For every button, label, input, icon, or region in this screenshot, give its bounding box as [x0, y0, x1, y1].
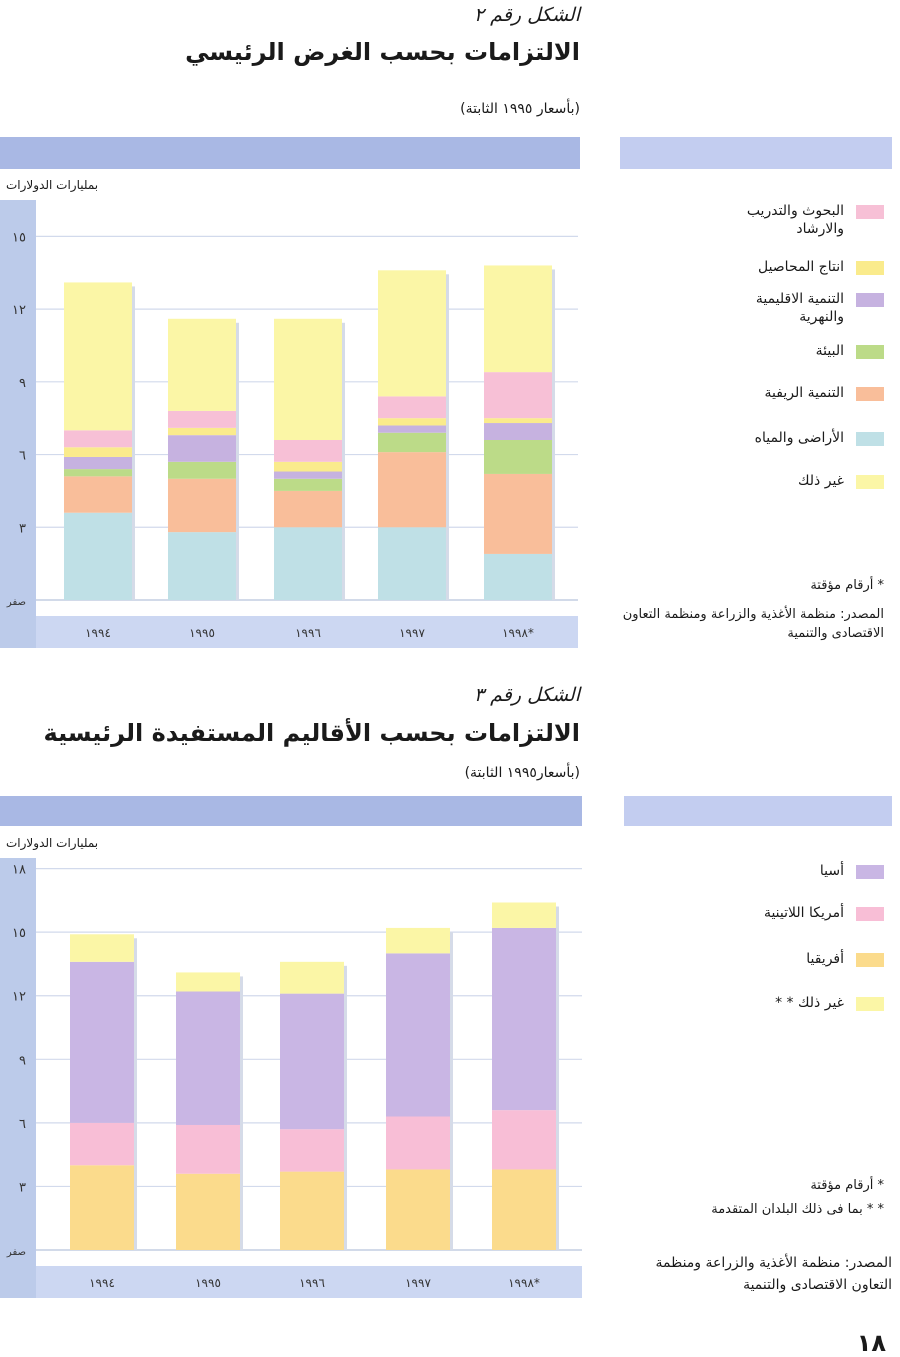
x-tick-label: ١٩٩٦ — [299, 1276, 325, 1290]
bar-segment — [386, 953, 450, 1116]
bar-segment — [64, 430, 132, 447]
bar-shadow — [344, 966, 347, 1250]
x-tick-label: ١٩٩٥ — [189, 626, 215, 640]
bar-segment — [378, 433, 446, 452]
legend-swatch-regional — [856, 293, 884, 307]
bar-segment — [280, 994, 344, 1130]
bar-segment — [484, 372, 552, 418]
figure3-title: الالتزامات بحسب الأقاليم المستفيدة الرئيسية — [43, 719, 580, 747]
bar-segment — [168, 319, 236, 411]
bar-segment — [386, 1117, 450, 1170]
legend-swatch-rural — [856, 387, 884, 401]
bar-shadow — [446, 274, 449, 600]
legend-swatch-asia — [856, 865, 884, 879]
figure2-note-provisional: * أرقام مؤقتة — [810, 578, 884, 593]
bar-segment — [386, 928, 450, 953]
bar-segment — [168, 435, 236, 462]
figure3-header-band — [0, 796, 582, 826]
bar-segment — [176, 991, 240, 1124]
bar-segment — [280, 962, 344, 994]
legend-item-asia — [820, 862, 884, 880]
figure3-subtitle: (بأسعار١٩٩٥ الثابتة) — [464, 765, 580, 781]
bar-segment — [492, 1169, 556, 1250]
legend-label-other: غير ذلك — [797, 473, 844, 489]
bar-segment — [484, 418, 552, 423]
y-tick-label: ١٨ — [12, 862, 26, 878]
legend-swatch-crops — [856, 261, 884, 275]
bar-segment — [274, 527, 342, 600]
bar-segment — [484, 554, 552, 600]
bar-segment — [176, 1125, 240, 1174]
y-tick-label: ٦ — [19, 1116, 26, 1132]
x-tick-label: ١٩٩٧ — [405, 1276, 431, 1290]
bar-segment — [168, 532, 236, 600]
legend-item-latin-america — [764, 904, 884, 922]
bar-segment — [168, 411, 236, 428]
bar-segment — [274, 440, 342, 462]
bar-segment — [274, 472, 342, 479]
x-tick-label: ١٩٩٨* — [502, 626, 534, 640]
figure2-subtitle: (بأسعار ١٩٩٥ الثابتة) — [460, 101, 580, 117]
x-tick-label: ١٩٩٨* — [508, 1276, 540, 1290]
legend-swatch-environment — [856, 345, 884, 359]
figure3-number: الشكل رقم ٣ — [473, 684, 580, 706]
bar-segment — [378, 418, 446, 425]
bar-segment — [64, 282, 132, 430]
legend-item-africa — [806, 950, 884, 968]
bar-segment — [176, 1174, 240, 1250]
bar-segment — [70, 1165, 134, 1250]
figure3-yaxis-band — [0, 858, 36, 1298]
bar-segment — [378, 452, 446, 527]
figure2-number: الشكل رقم ٢ — [473, 4, 580, 26]
bar-segment — [176, 972, 240, 991]
page-number: ١٨ — [856, 1329, 886, 1357]
bar-segment — [64, 469, 132, 476]
y-tick-label: ١٥ — [12, 926, 26, 942]
x-tick-label: ١٩٩٤ — [85, 626, 111, 640]
bar-segment — [168, 462, 236, 479]
figure3-note-provisional: * أرقام مؤقتة — [810, 1178, 884, 1193]
y-tick-label: ٦ — [19, 448, 26, 464]
bar-segment — [484, 440, 552, 474]
y-tick-label: ١٢ — [12, 989, 26, 1005]
bar-segment — [70, 934, 134, 962]
bar-segment — [378, 270, 446, 396]
x-tick-label: ١٩٩٤ — [89, 1276, 115, 1290]
figure2-header-band — [0, 137, 580, 169]
legend-label-land-water: الأراضى والمياه — [754, 430, 844, 446]
y-tick-label: ٣ — [19, 1180, 26, 1196]
figure2-yaxis-band — [0, 200, 36, 648]
legend-label-asia: أسيا — [819, 863, 844, 879]
legend-item-regional — [714, 290, 884, 326]
bar-segment — [484, 474, 552, 554]
legend-swatch-land-water — [856, 432, 884, 446]
bar-segment — [168, 428, 236, 435]
bar-segment — [274, 491, 342, 527]
bar-segment — [378, 527, 446, 600]
bar-shadow — [342, 323, 345, 600]
y-tick-label: ٣ — [19, 521, 26, 537]
bar-segment — [70, 962, 134, 1123]
figure2-legend — [600, 190, 892, 510]
bar-segment — [274, 319, 342, 440]
legend-label-regional: التنمية الاقليمية والنهرية — [755, 291, 844, 325]
legend-label-africa: أفريقيا — [806, 951, 844, 967]
x-tick-label: ١٩٩٥ — [195, 1276, 221, 1290]
bar-segment — [64, 513, 132, 600]
figure2-chart — [0, 196, 590, 656]
figure3-legend-band — [624, 796, 892, 826]
legend-item-other — [798, 472, 884, 490]
figure2-legend-band — [620, 137, 892, 169]
bar-segment — [484, 265, 552, 372]
legend-item-environment — [816, 342, 884, 360]
bar-segment — [64, 447, 132, 457]
bar-shadow — [134, 938, 137, 1250]
legend-label-research: البحوث والتدريب والارشاد — [746, 203, 844, 237]
bar-segment — [274, 479, 342, 491]
legend-item-other-regions — [775, 994, 884, 1012]
bar-segment — [492, 1110, 556, 1169]
x-tick-label: ١٩٩٦ — [295, 626, 321, 640]
bar-segment — [280, 1129, 344, 1171]
legend-swatch-latin-america — [856, 907, 884, 921]
bar-segment — [492, 902, 556, 927]
legend-item-rural — [765, 384, 884, 402]
y-tick-label: ٩ — [19, 375, 26, 391]
legend-swatch-research — [856, 205, 884, 219]
x-tick-label: ١٩٩٧ — [399, 626, 425, 640]
y-tick-label: صفر — [6, 597, 26, 608]
y-tick-label: صفر — [6, 1247, 26, 1258]
bar-shadow — [556, 906, 559, 1250]
bar-segment — [64, 476, 132, 512]
legend-label-other-regions: غير ذلك * * — [775, 995, 844, 1011]
legend-item-land-water — [755, 429, 884, 447]
figure3-source: المصدر: منظمة الأغذية والزراعة ومنظمة التعاون الاقتصادى والتنمية — [655, 1255, 892, 1293]
legend-swatch-africa — [856, 953, 884, 967]
legend-label-latin-america: أمريكا اللاتينية — [763, 905, 844, 921]
bar-segment — [378, 425, 446, 432]
bar-segment — [378, 396, 446, 418]
figure3-note-other: * * بما فى ذلك البلدان المتقدمة — [711, 1202, 884, 1217]
figure3-chart — [0, 854, 590, 1304]
bar-segment — [386, 1169, 450, 1250]
legend-item-crops — [758, 258, 884, 276]
bar-segment — [274, 462, 342, 472]
bar-shadow — [236, 323, 239, 600]
figure3-legend — [600, 850, 892, 1020]
bar-shadow — [450, 932, 453, 1250]
bar-shadow — [240, 976, 243, 1250]
legend-swatch-other-regions — [856, 997, 884, 1011]
legend-item-research — [714, 202, 884, 238]
figure2-source: المصدر: منظمة الأغذية والزراعة ومنظمة التعاون الاقتصادى والتنمية — [622, 607, 884, 641]
figure3-unit-label: بمليارات الدولارات — [6, 836, 99, 850]
legend-label-environment: البيئة — [815, 343, 844, 359]
bar-shadow — [132, 286, 135, 600]
y-tick-label: ١٥ — [12, 230, 26, 246]
bar-segment — [484, 423, 552, 440]
y-tick-label: ٩ — [19, 1053, 26, 1069]
legend-label-rural: التنمية الريفية — [764, 385, 844, 401]
bar-segment — [168, 479, 236, 532]
bar-segment — [280, 1172, 344, 1250]
legend-label-crops: انتاج المحاصيل — [757, 259, 844, 275]
bar-segment — [492, 928, 556, 1110]
bar-shadow — [552, 269, 555, 600]
legend-swatch-other — [856, 475, 884, 489]
bar-segment — [64, 457, 132, 469]
y-tick-label: ١٢ — [12, 303, 26, 319]
figure2-title: الالتزامات بحسب الغرض الرئيسي — [185, 38, 580, 66]
figure2-unit-label: بمليارات الدولارات — [6, 178, 99, 192]
bar-segment — [70, 1123, 134, 1165]
